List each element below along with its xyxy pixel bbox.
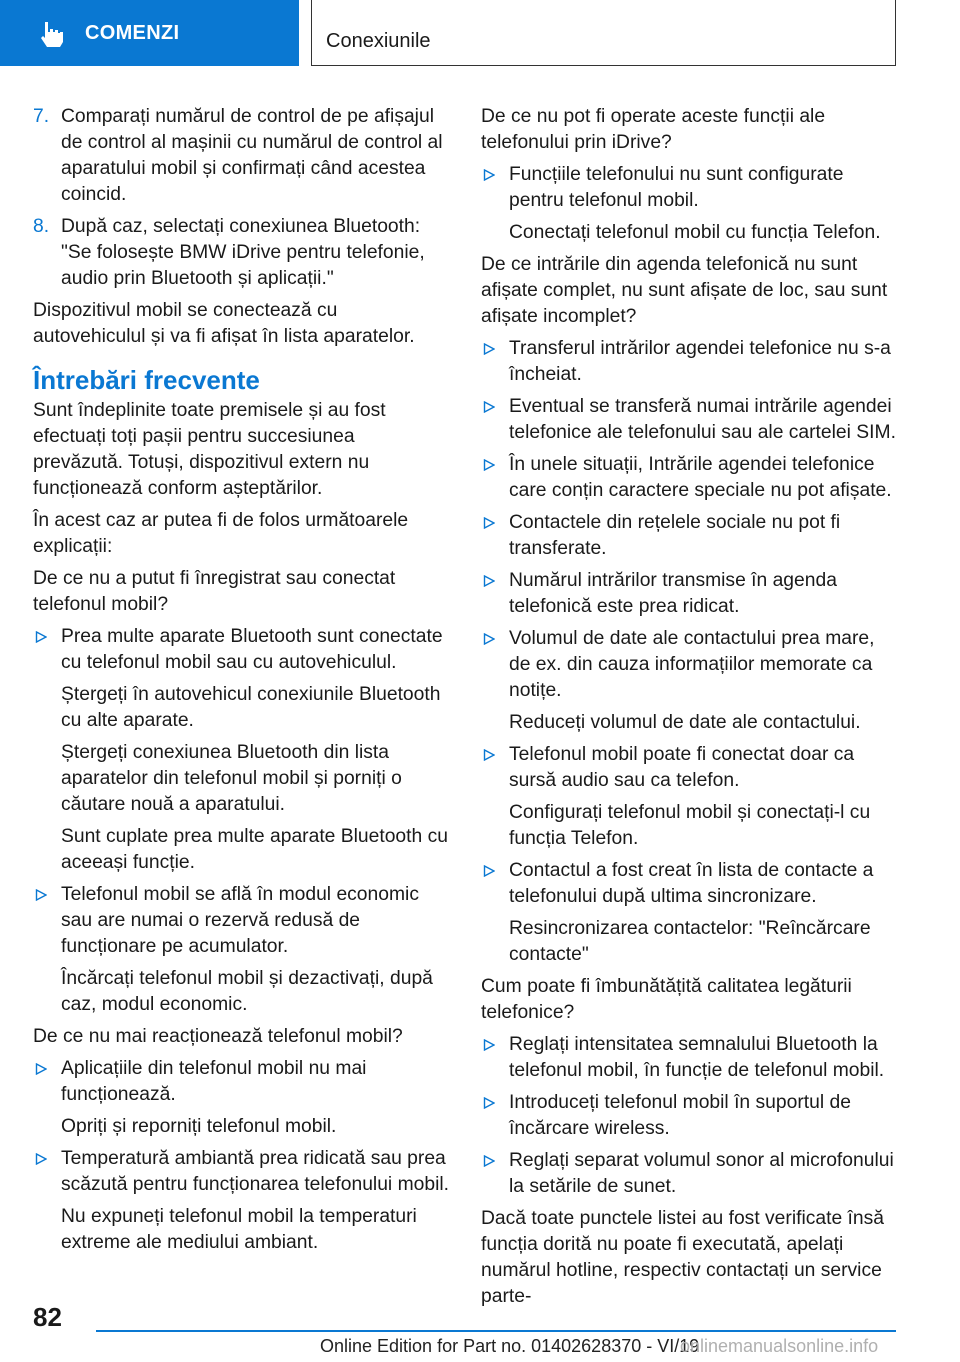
list-item — [481, 858, 897, 910]
list-item — [481, 626, 897, 704]
step-8 — [33, 214, 449, 292]
list-item — [481, 1090, 897, 1142]
list-item-text: Temperatură ambiantă prea ridicată sau prea scăzută pentru funcționarea telefonului mobil. — [61, 1148, 450, 1195]
list-item-text: Prea multe aparate Bluetooth sunt conectate cu telefonul mobil sau cu autovehiculul. — [61, 626, 443, 673]
paragraph: În acest caz ar putea fi de folos următoarele explicații: — [33, 510, 409, 557]
chapter-title-box — [311, 0, 896, 66]
page-number: 82 — [33, 1302, 62, 1332]
list-item-text: Reglați intensitatea semnalului Bluetooth la telefonul mobil, în funcție de telefonul mobil. — [509, 1034, 885, 1081]
step-text: Comparați numărul de control de pe afișajul de control al mașinii cu numărul de control al aparatului mobil și confirmați când acestea coincid. — [61, 106, 443, 205]
list-item — [481, 452, 897, 504]
triangle-right-icon — [483, 1097, 495, 1109]
triangle-right-icon — [483, 575, 495, 587]
list-item — [481, 742, 897, 794]
question: De ce nu a putut fi înregistrat sau conectat telefonul mobil? — [33, 568, 396, 615]
triangle-right-icon — [483, 343, 495, 355]
question: Cum poate fi îmbunătățită calitatea legăturii telefonice? — [481, 976, 852, 1023]
list-item — [33, 882, 449, 960]
triangle-right-icon — [483, 1039, 495, 1051]
list-item-text: Telefonul mobil se află în modul economic sau are numai o rezervă redusă de funcționare pe acumulator. — [61, 884, 419, 957]
list-item-text: Reglați separat volumul sonor al microfonului la setările de sunet. — [509, 1150, 894, 1197]
list-item-text: Transferul intrărilor agendei telefonice nu s-a încheiat. — [509, 338, 891, 385]
list-item — [481, 336, 897, 388]
triangle-right-icon — [35, 631, 47, 643]
question: De ce nu pot fi operate aceste funcții ale telefonului prin iDrive? — [481, 106, 826, 153]
step-number: 7. — [33, 106, 50, 127]
pointing-hand-icon — [38, 20, 64, 48]
step-7 — [33, 104, 449, 208]
list-item-detail: Încărcați telefonul mobil și dezactivați, după caz, modul economic. — [61, 968, 433, 1015]
list-item-text: Aplicațiile din telefonul mobil nu mai funcționează. — [61, 1058, 367, 1105]
list-item — [33, 1146, 449, 1198]
triangle-right-icon — [35, 1153, 47, 1165]
triangle-right-icon — [483, 749, 495, 761]
list-item-detail: Configurați telefonul mobil și conectați-l cu funcția Telefon. — [509, 802, 871, 849]
footer-divider — [96, 1330, 896, 1332]
list-item — [481, 568, 897, 620]
paragraph: Dacă toate punctele listei au fost verificate însă funcția dorită nu poate fi executată, apelați numărul hotline, respectiv contactați un service parte- — [481, 1208, 884, 1307]
list-item-detail: Resincronizarea contactelor: "Reîncărcare contacte" — [509, 918, 871, 965]
question: De ce intrările din agenda telefonică nu sunt afișate complet, nu sunt afișate de loc, sau sunt afișate incomplet? — [481, 254, 888, 327]
triangle-right-icon — [35, 889, 47, 901]
list-item — [481, 510, 897, 562]
list-item — [33, 1056, 449, 1108]
section-heading: Întrebări frecvente — [33, 365, 260, 395]
paragraph: Dispozitivul mobil se conectează cu autovehiculul și va fi afișat în lista aparatelor. — [33, 300, 415, 347]
triangle-right-icon — [483, 169, 495, 181]
list-item-text: Funcțiile telefonului nu sunt configurate pentru telefonul mobil. — [509, 164, 844, 211]
list-item-text: Numărul intrărilor transmise în agenda telefonică este prea ridicat. — [509, 570, 837, 617]
list-item-detail: Conectați telefonul mobil cu funcția Telefon. — [509, 222, 881, 243]
watermark: onlinemanualsonline.info — [680, 1336, 879, 1356]
list-item-text: Volumul de date ale contactului prea mare, de ex. din cauza informațiilor memorate ca notițe. — [509, 628, 875, 701]
list-item-detail: Ștergeți conexiunea Bluetooth din lista aparatelor din telefonul mobil și porniți o căutare nouă a aparatului. — [61, 742, 402, 815]
step-number: 8. — [33, 216, 50, 237]
list-item — [481, 1148, 897, 1200]
section-tab-label: COMENZI — [85, 22, 180, 44]
triangle-right-icon — [483, 517, 495, 529]
list-item — [481, 394, 897, 446]
list-item-detail: Ștergeți în autovehicul conexiunile Bluetooth cu alte aparate. — [61, 684, 441, 731]
triangle-right-icon — [483, 1155, 495, 1167]
list-item — [481, 1032, 897, 1084]
chapter-title: Conexiunile — [326, 30, 431, 52]
list-item-text: Introduceți telefonul mobil în suportul de încărcare wireless. — [509, 1092, 851, 1139]
list-item-text: Eventual se transferă numai intrările agendei telefonice ale telefonului sau ale cartelei SIM. — [509, 396, 896, 443]
triangle-right-icon — [483, 633, 495, 645]
edition-label: Online Edition for Part no. 01402628370 - VI/19 — [320, 1336, 700, 1356]
left-column — [33, 104, 449, 1262]
list-item — [33, 624, 449, 676]
list-item-text: În unele situații, Intrările agendei telefonice care conțin caractere speciale nu pot afișate. — [509, 454, 892, 501]
question: De ce nu mai reacționează telefonul mobil? — [33, 1026, 403, 1047]
list-item-detail: Reduceți volumul de date ale contactului. — [509, 712, 861, 733]
paragraph: Sunt îndeplinite toate premisele și au fost efectuați toți pașii pentru succesiunea prevăzută. Totuși, dispozitivul extern nu funcționează conform așteptărilor. — [33, 400, 386, 499]
step-text: După caz, selectați conexiunea Bluetooth: "Se folosește BMW iDrive pentru telefonie, audio prin Bluetooth și aplicații." — [61, 216, 425, 289]
list-item-detail: Nu expuneți telefonul mobil la temperaturi extreme ale mediului ambiant. — [61, 1206, 417, 1253]
triangle-right-icon — [35, 1063, 47, 1075]
list-item-detail: Opriți și reporniți telefonul mobil. — [61, 1116, 337, 1137]
triangle-right-icon — [483, 459, 495, 471]
page-header — [0, 0, 960, 66]
list-item-text: Contactele din rețelele sociale nu pot fi transferate. — [509, 512, 841, 559]
list-item-text: Contactul a fost creat în lista de contacte a telefonului după ultima sincronizare. — [509, 860, 874, 907]
list-item-detail: Sunt cuplate prea multe aparate Bluetooth cu aceeași funcție. — [61, 826, 448, 873]
section-tab[interactable] — [0, 0, 299, 66]
list-item-text: Telefonul mobil poate fi conectat doar ca sursă audio sau ca telefon. — [509, 744, 855, 791]
triangle-right-icon — [483, 401, 495, 413]
list-item — [481, 162, 897, 214]
triangle-right-icon — [483, 865, 495, 877]
right-column — [481, 104, 897, 1316]
